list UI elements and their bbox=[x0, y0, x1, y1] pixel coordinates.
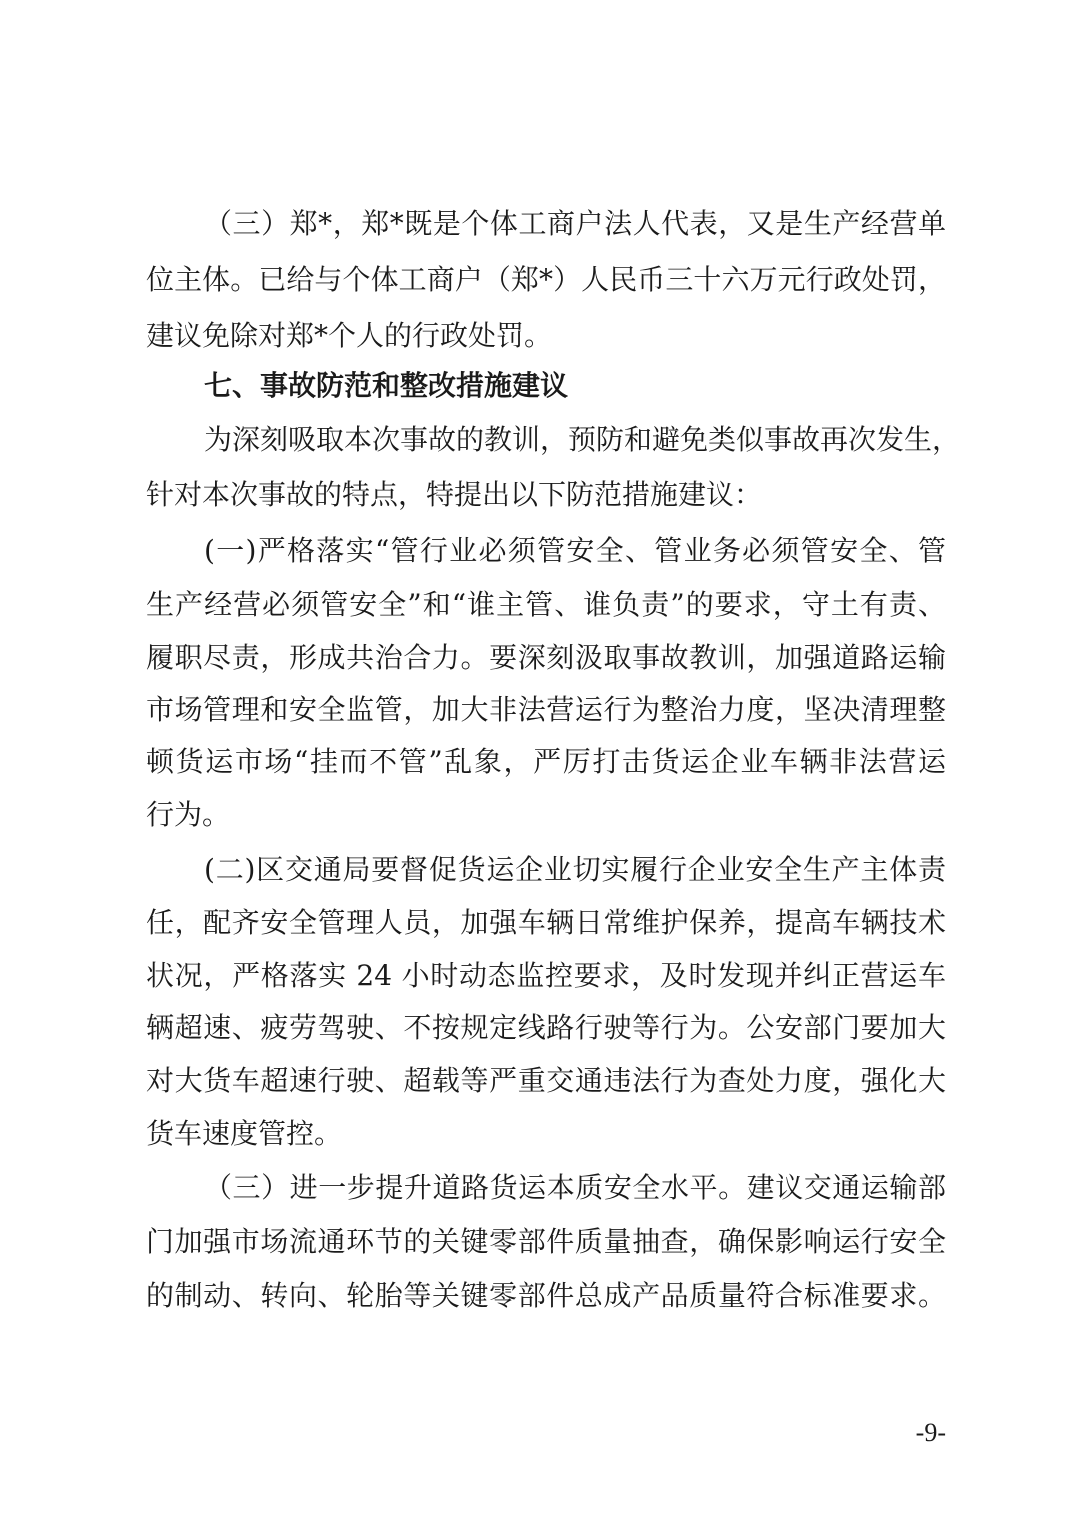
paragraph-line: 针对本次事故的特点，特提出以下防范措施建议： bbox=[146, 478, 763, 511]
paragraph-line: 对大货车超速行驶、超载等严重交通违法行为查处力度，强化大 bbox=[146, 1064, 946, 1097]
paragraph-line: (一)严格落实“管行业必须管安全、管业务必须管安全、管 bbox=[204, 534, 946, 567]
paragraph-line: 状况，严格落实 24 小时动态监控要求，及时发现并纠正营运车 bbox=[146, 959, 946, 992]
page-number: -9- bbox=[915, 1418, 946, 1447]
paragraph-line: 生产经营必须管安全”和“谁主管、谁负责”的要求，守土有责、 bbox=[146, 588, 946, 621]
paragraph-line: 门加强市场流通环节的关键零部件质量抽查，确保影响运行安全 bbox=[146, 1225, 946, 1258]
paragraph-line: 履职尽责，形成共治合力。要深刻汲取事故教训，加强道路运输 bbox=[146, 641, 946, 674]
section-heading: 七、事故防范和整改措施建议 bbox=[204, 369, 569, 402]
paragraph-line: 辆超速、疲劳驾驶、不按规定线路行驶等行为。公安部门要加大 bbox=[146, 1011, 946, 1044]
paragraph-line: 任，配齐安全管理人员，加强车辆日常维护保养，提高车辆技术 bbox=[146, 906, 946, 939]
paragraph-line: 行为。 bbox=[146, 798, 231, 831]
paragraph-line: 位主体。已给与个体工商户（郑*）人民币三十六万元行政处罚， bbox=[146, 263, 946, 296]
paragraph-line: 货车速度管控。 bbox=[146, 1117, 343, 1150]
paragraph-line: 为深刻吸取本次事故的教训，预防和避免类似事故再次发生， bbox=[204, 423, 961, 456]
paragraph-line: 市场管理和安全监管，加大非法营运行为整治力度，坚决清理整 bbox=[146, 693, 946, 726]
paragraph-line: （三）进一步提升道路货运本质安全水平。建议交通运输部 bbox=[204, 1171, 946, 1204]
paragraph-line: 顿货运市场“挂而不管”乱象，严厉打击货运企业车辆非法营运 bbox=[146, 745, 946, 778]
paragraph-line: (二)区交通局要督促货运企业切实履行企业安全生产主体责 bbox=[204, 853, 946, 886]
paragraph-line: 的制动、转向、轮胎等关键零部件总成产品质量符合标准要求。 bbox=[146, 1279, 946, 1312]
paragraph-line: 建议免除对郑*个人的行政处罚。 bbox=[146, 319, 553, 352]
paragraph-line: （三）郑*，郑*既是个体工商户法人代表，又是生产经营单 bbox=[204, 207, 946, 240]
